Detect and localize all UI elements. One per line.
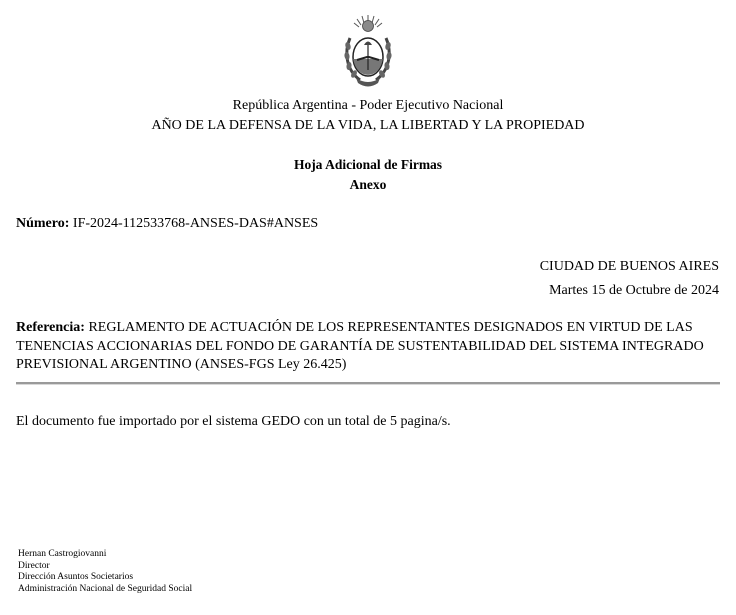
document-subtitle: Anexo [349,177,387,192]
document-city: CIUDAD DE BUENOS AIRES [539,259,719,274]
signer-role: Director [18,560,50,571]
document-date: Martes 15 de Octubre de 2024 [549,283,719,298]
document-reference-value: REGLAMENTO DE ACTUACIÓN DE LOS REPRESENTANTES DESIGNADOS EN VIRTUD DE LAS TENENCIAS ACCIONARIAS DEL FONDO DE GARANTÍA DE SUSTENTABILIDAD DEL SISTEMA INTEGRADO PREVISIONAL ARGENTINO (ANSES-FGS Ley 26.425) [16,320,704,372]
document-reference-label: Referencia: [16,320,85,335]
document-number-value: IF-2024-112533768-ANSES-DAS#ANSES [72,216,319,231]
document-number-label: Número: [16,216,70,231]
header-year-motto: AÑO DE LA DEFENSA DE LA VIDA, LA LIBERTAD Y LA PROPIEDAD [151,118,585,133]
document-reference [16,319,721,375]
signer-organization: Administración Nacional de Seguridad Social [18,583,193,594]
signer-department: Dirección Asuntos Societarios [18,572,134,582]
signature-block [18,549,192,595]
signer-name: Hernan Castrogiovanni [18,549,107,559]
document-title: Hoja Adicional de Firmas [293,157,443,172]
document-number [16,215,318,233]
argentina-coat-of-arms-icon [340,12,396,92]
header-government-line: República Argentina - Poder Ejecutivo Nacional [232,98,504,113]
document-body-text: El documento fue importado por el sistema GEDO con un total de 5 pagina/s. [16,414,451,429]
separator-rule [16,382,720,385]
